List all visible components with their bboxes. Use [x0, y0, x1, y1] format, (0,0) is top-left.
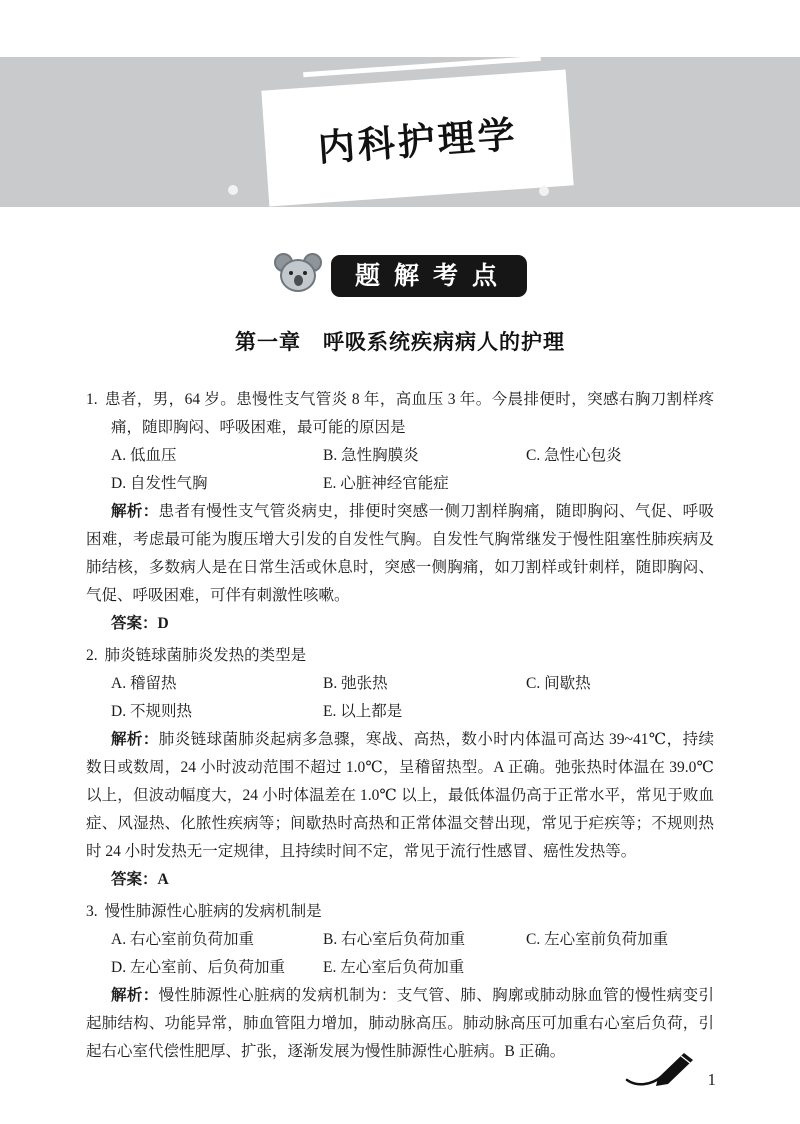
question-number: 3.: [86, 903, 98, 920]
question-stem: [86, 642, 714, 670]
question-3: [86, 898, 714, 1066]
answer-label: 答案：: [111, 615, 158, 632]
badge-plate: [331, 255, 527, 297]
option-b: B. 弛张热: [323, 675, 388, 692]
badge-label: 题解考点: [354, 261, 511, 290]
option-c: C. 急性心包炎: [526, 447, 622, 464]
option-c: C. 间歇热: [526, 675, 591, 692]
section-badge: [0, 252, 800, 300]
book-title: 内科护理学: [316, 115, 520, 170]
options-grid: [111, 926, 714, 982]
analysis: [86, 498, 714, 610]
page-number: 1: [707, 1070, 716, 1089]
question-list: [0, 386, 800, 1066]
page-content: [0, 326, 800, 1070]
options-grid: [111, 670, 714, 726]
question-stem: [86, 386, 714, 442]
question-stem-text: 慢性肺源性心脏病的发病机制是: [104, 903, 322, 920]
analysis: [86, 726, 714, 866]
option-e: E. 心脏神经官能症: [323, 475, 449, 492]
option-e: E. 以上都是: [323, 703, 403, 720]
answer-label: 答案：: [111, 871, 158, 888]
question-number: 2.: [86, 647, 98, 664]
question-1: [86, 386, 714, 638]
options-grid: [111, 442, 714, 498]
question-number: 1.: [86, 391, 98, 408]
question-2: [86, 642, 714, 894]
chapter-title: 第一章 呼吸系统疾病病人的护理: [235, 330, 565, 354]
option-a: A. 低血压: [111, 447, 177, 464]
option-d: D. 不规则热: [111, 703, 192, 720]
analysis-text: 肺炎链球菌肺炎起病多急骤，寒战、高热，数小时内体温可高达 39~41℃，持续数日或数周，24 小时波动范围不超过 1.0℃，呈稽留热型。A 正确。弛张热时体温在 39.0℃ 以上，但波动幅度大，24 小时体温差在 1.0℃ 以上，最低体温仍高于正常水平，常见于败血症、风湿热、化脓性疾病等；间歇热时高热和正常体温交替出现，常见于疟疾等；不规则热时 24 小时发热无一定规律，且持续时间不定，常见于流行性感冒、癌性发热等。: [86, 731, 714, 860]
analysis-label: 解析：: [111, 987, 159, 1004]
answer: [111, 610, 714, 638]
banner-title-card: [261, 70, 573, 207]
option-a: A. 右心室前负荷加重: [111, 931, 254, 948]
decorative-dot-right: [539, 186, 549, 196]
option-e: E. 左心室后负荷加重: [323, 959, 465, 976]
pen-icon: [624, 1046, 698, 1088]
option-a: A. 稽留热: [111, 675, 177, 692]
question-stem-text: 患者，男，64 岁。患慢性支气管炎 8 年，高血压 3 年。今晨排便时，突感右胸刀割样疼痛，随即胸闷、呼吸困难，最可能的原因是: [104, 391, 714, 436]
analysis-label: 解析：: [111, 731, 159, 748]
option-d: D. 自发性气胸: [111, 475, 208, 492]
option-b: B. 急性胸膜炎: [323, 447, 419, 464]
decorative-dot-left: [228, 185, 238, 195]
option-c: C. 左心室前负荷加重: [526, 931, 669, 948]
answer: [111, 866, 714, 894]
analysis: [86, 982, 714, 1066]
answer-value: A: [157, 871, 169, 888]
option-b: B. 右心室后负荷加重: [323, 931, 466, 948]
analysis-label: 解析：: [111, 503, 159, 520]
koala-icon: [273, 252, 323, 300]
answer-value: D: [157, 615, 169, 632]
question-stem-text: 肺炎链球菌肺炎发热的类型是: [104, 647, 307, 664]
analysis-text: 慢性肺源性心脏病的发病机制为：支气管、肺、胸廓或肺动脉血管的慢性病变引起肺结构、功能异常，肺血管阻力增加，肺动脉高压。肺动脉高压可加重右心室后负荷，引起右心室代偿性肥厚、扩张，逐渐发展为慢性肺源性心脏病。B 正确。: [86, 987, 714, 1060]
question-stem: [86, 898, 714, 926]
analysis-text: 患者有慢性支气管炎病史，排便时突感一侧刀割样胸痛，随即胸闷、气促、呼吸困难，考虑最可能为腹压增大引发的自发性气胸。自发性气胸常继发于慢性阻塞性肺疾病及肺结核，多数病人是在日常生活或休息时，突感一侧胸痛，如刀割样或针刺样，随即胸闷、气促、呼吸困难，可伴有刺激性咳嗽。: [86, 503, 714, 604]
option-d: D. 左心室前、后负荷加重: [111, 959, 285, 976]
page-footer: [624, 1046, 717, 1088]
